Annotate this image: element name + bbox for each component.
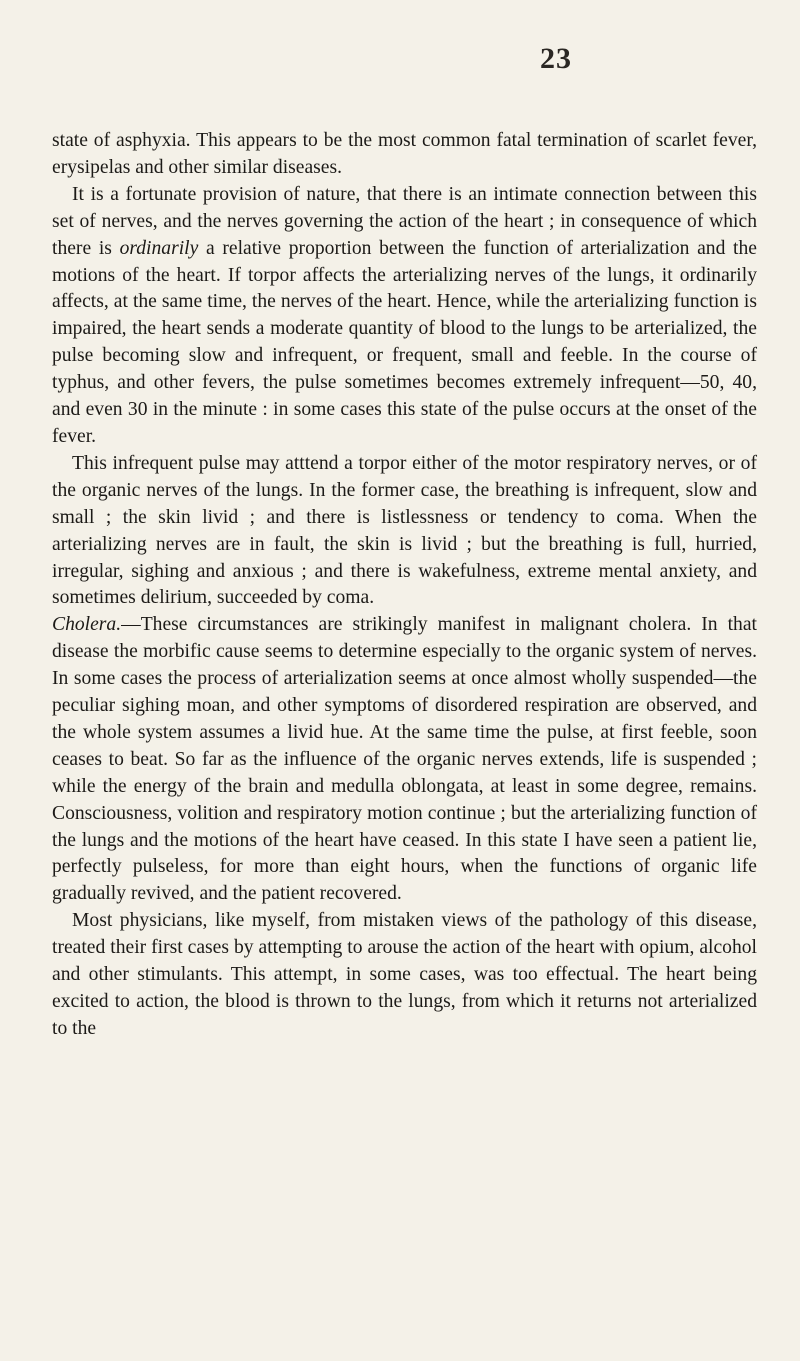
paragraph-asphyxia: state of asphyxia. This appears to be the most common fatal termination of scarlet fever, erysipelas and other similar diseases. [52,130,757,178]
emphasis-ordinarily: ordinarily [119,237,199,259]
paragraph-text: It is a fortunate provision of nature, that there is an intimate connection between this set of nerves, and the nerves governing the action of the heart ; in consequence of which there is [52,183,757,259]
paragraph-text: a relative proportion between the function of arterialization and the motions of the heart. If torpor affects the arterializing nerves of the lungs, it ordinarily affects, at the same time, the nerves of the heart. Hence, while the arterializing function is impaired, the heart sends a moderate quantity of blood to the lungs to be arterialized, the pulse becoming slow and infrequent, or frequent, small and feeble. In the course of typhus, and other fevers, the pulse sometimes becomes extremely infrequent—50, 40, and even 30 in the minute : in some cases this state of the pulse occurs at the onset of the fever. [52,237,757,447]
paragraph-text: —These circumstances are strikingly manifest in malignant cholera. In that disease the morbific cause seems to determine especially to the organic system of nerves. In some cases the process of arterialization seems at once almost wholly suspended—the peculiar sighing moan, and other symptoms of disordered respiration are observed, and the whole system assumes a livid hue. At the same time the pulse, at first feeble, soon ceases to beat. So far as the influence of the organic nerves extends, life is suspended ; while the energy of the brain and medulla oblongata, at least in some degree, remains. Consciousness, volition and respiratory motion continue ; but the arterializing function of the lungs and the motions of the heart have ceased. In this state I have seen a patient lie, perfectly pulseless, for more than eight hours, when the functions of organic life gradually revived, and the patient recovered. [52,614,757,905]
section-heading-cholera: Cholera. [52,614,122,636]
page-body [52,128,757,1043]
page-number: 23 [540,42,572,75]
paragraph-treatment: Most physicians, like myself, from mistaken views of the pathology of this disease, treated their first cases by attempting to arouse the action of the heart with opium, alcohol and other stimulants. This attempt, in some cases, was too effectual. The heart being excited to action, the blood is thrown to the lungs, from which it returns not arterialized to the [52,910,757,1039]
paragraph-cholera [52,612,757,908]
paragraph-infrequent-pulse: This infrequent pulse may atttend a torpor either of the motor respiratory nerves, or of the organic nerves of the lungs. In the former case, the breathing is infrequent, slow and small ; the skin livid ; and there is listlessness or tendency to coma. When the arterializing nerves are in fault, the skin is livid ; but the breathing is full, hurried, irregular, sighing and anxious ; and there is wakefulness, extreme mental anxiety, and sometimes delirium, succeeded by coma. [52,452,757,609]
paragraph-nerve-connection [52,182,757,451]
